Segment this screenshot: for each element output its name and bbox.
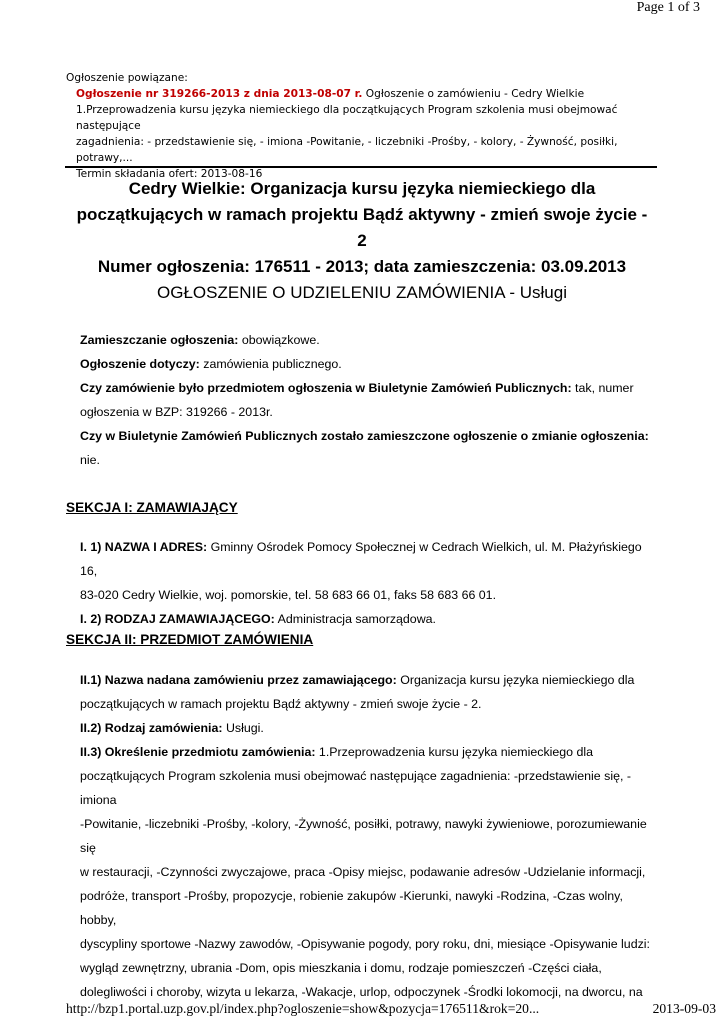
notice-number: Numer ogłoszenia: 176511 - 2013; data zamieszczenia: 03.09.2013: [97, 257, 627, 276]
s2-value-2: Usługi.: [222, 721, 264, 735]
s2-desc-line: w restauracji, -Czynności zwyczajowe, praca -Opisy miejsc, podawanie adresów -Udzielanie informacji,: [80, 865, 646, 879]
s2-line-1-cont: początkujących w ramach projektu Bądź aktywny - zmień swoje życie - 2.: [80, 697, 482, 711]
related-deadline: Termin składania ofert: 2013-08-16: [76, 168, 263, 180]
s2-label-1: II.1) Nazwa nadana zamówieniu przez zamawiającego:: [80, 673, 397, 687]
divider-line: [65, 166, 657, 168]
info-line-3-cont: ogłoszenia w BZP: 319266 - 2013r.: [80, 405, 273, 419]
s1-label-2: I. 2) RODZAJ ZAMAWIAJĄCEGO:: [80, 612, 275, 626]
title-line-2: początkujących w ramach projektu Bądź aktywny - zmień swoje życie -: [76, 205, 648, 224]
info-label-3: Czy zamówienie było przedmiotem ogłoszenia w Biuletynie Zamówień Publicznych:: [80, 381, 572, 395]
info-value-2: zamówienia publicznego.: [199, 357, 342, 371]
info-label-2: Ogłoszenie dotyczy:: [80, 357, 200, 371]
footer-date: 2013-09-03: [652, 1001, 716, 1016]
related-desc-4: potrawy,...: [76, 152, 133, 164]
info-label-4: Czy w Biuletynie Zamówień Publicznych zostało zamieszczone ogłoszenie o zmianie ogłoszenia:: [80, 429, 649, 443]
s2-line-2: [80, 716, 660, 740]
section-1-heading: SEKCJA I: ZAMAWIAJĄCY: [66, 500, 238, 515]
page-number: Page 1 of 3: [636, 0, 700, 15]
info-label-1: Zamieszczanie ogłoszenia:: [80, 333, 239, 347]
title-line-1: Cedry Wielkie: Organizacja kursu języka niemieckiego dla: [128, 179, 596, 198]
title-line-3: 2: [357, 231, 367, 250]
info-line-4-cont: nie.: [80, 453, 100, 467]
s2-label-2: II.2) Rodzaj zamówienia:: [80, 721, 223, 735]
s2-desc-line: wygląd zewnętrzny, ubrania -Dom, opis mieszkania i domu, rodzaje pomieszczeń -Części ciała,: [80, 961, 602, 975]
related-notice-link[interactable]: Ogłoszenie nr 319266-2013 z dnia 2013-08-07 r.: [76, 88, 363, 100]
section-1-body: [80, 535, 660, 631]
s2-desc-line: podróże, transport -Prośby, propozycje, robienie zakupów -Kierunki, nawyki -Rodzina, -Czas wolny, hobby,: [80, 889, 623, 927]
s1-value-2: Administracja samorządowa.: [274, 612, 436, 626]
related-desc-1: Ogłoszenie o zamówieniu - Cedry Wielkie: [362, 88, 585, 100]
info-value-1: obowiązkowe.: [238, 333, 320, 347]
s1-line-2: [80, 607, 660, 631]
s2-value-1: Organizacja kursu języka niemieckiego dla: [396, 673, 635, 687]
related-label: Ogłoszenie powiązane:: [66, 72, 188, 84]
s1-line-1: [80, 535, 660, 583]
related-desc-3: zagadnienia: - przedstawienie się, - imiona -Powitanie, - liczebniki -Prośby, - kolory, - Żywność, posiłki,: [76, 136, 618, 148]
s2-desc-line: dyscypliny sportowe -Nazwy zawodów, -Opisywanie pogody, pory roku, dni, miesiące -Opisywanie ludzi:: [80, 937, 650, 951]
title-block: [66, 176, 658, 306]
info-line-2: [80, 352, 660, 376]
info-line-1: [80, 328, 660, 352]
info-value-3: tak, numer: [571, 381, 634, 395]
notice-type: OGŁOSZENIE O UDZIELENIU ZAMÓWIENIA - Usługi: [157, 283, 567, 302]
s2-desc-line: początkujących Program szkolenia musi obejmować następujące zagadnienia: -przedstawienie się, -imiona: [80, 769, 631, 807]
section-2-heading: SEKCJA II: PRZEDMIOT ZAMÓWIENIA: [66, 632, 314, 647]
s2-value-3: 1.Przeprowadzenia kursu języka niemieckiego dla: [315, 745, 594, 759]
section-2-body: [80, 668, 660, 1004]
s1-value-1: Gminny Ośrodek Pomocy Społecznej w Cedrach Wielkich, ul. M. Płażyńskiego 16,: [80, 540, 642, 578]
related-first-line: [76, 86, 656, 102]
s1-label-1: I. 1) NAZWA I ADRES:: [80, 540, 208, 554]
s2-desc-line: -Powitanie, -liczebniki -Prośby, -kolory, -Żywność, posiłki, potrawy, nawyki żywieniowe, porozumiewanie się: [80, 817, 647, 855]
general-info: [80, 328, 660, 472]
s1-line-1-cont: 83-020 Cedry Wielkie, woj. pomorskie, tel. 58 683 66 01, faks 58 683 66 01.: [80, 588, 497, 602]
info-line-3: [80, 376, 660, 400]
footer-url[interactable]: http://bzp1.portal.uzp.gov.pl/index.php?ogloszenie=show&pozycja=176511&rok=20...: [66, 1001, 540, 1016]
s2-label-3: II.3) Określenie przedmiotu zamówienia:: [80, 745, 316, 759]
related-desc-2: 1.Przeprowadzenia kursu języka niemieckiego dla początkujących Program szkolenia musi obejmować następujące: [76, 104, 618, 132]
s2-line-1: [80, 668, 660, 692]
footer: [66, 1001, 716, 1017]
info-line-4: [80, 424, 660, 448]
s2-line-3: [80, 740, 660, 764]
s2-desc-line: dolegliwości i choroby, wizyta u lekarza, -Wakacje, urlop, odpoczynek -Środki lokomocji, na dworcu, na: [80, 985, 643, 999]
